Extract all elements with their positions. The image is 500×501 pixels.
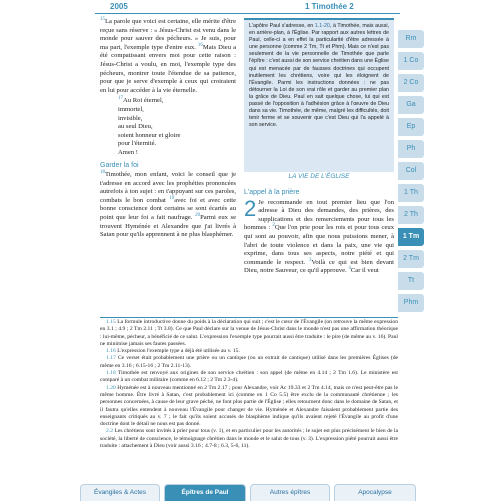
tab-2tm[interactable]: 2 Tm [398,250,424,268]
note-ref: 2.2 [106,428,113,435]
paragraph-1-15 [100,18,236,95]
note: 1.20 Hyménée est à nouveau mentionné en 2 Tm 2.17 ; pour Alexandre, voir Ac 19.33 et 2 Tm 4.14, mais ce n'est peut-être pas le même homme. Être livré à Satan, c'est probablement ici (comme en 1 Co 5.5) être exclu de la communauté chrétienne ; les personnes concernées, à cause de leur grave péché, ne font plus partie de l'Église ; elles retournent donc dans le domaine de Satan, et il fautra qu'elles entendent à nouveau l'Évangile pour changer de vie. Hyménée et Alexandre faisaient probablement partie des enseignants critiqués au v. 7 ; le fait qu'ils soient accusés de blasphème indique qu'ils avaient rejeté l'Évangile au profit d'une doctrine dont le détail ne nous est pas donné. [100,384,398,428]
verse-text: Car il veut [350,267,379,275]
paragraph-2-1 [244,195,395,276]
verse-text: Mais Dieu a été compatissant envers moi pour cette raison : Jésus-Christ a voulu, en moi, l'exemple type des pécheurs, montrer toute l'étendue de sa patience, pour que je serve d'exemple à ceux qui croiraient en lui pour accéder à la vie éternelle. [100,43,236,94]
note-ref: 1.16 [106,348,116,355]
note-ref: 1.17 [106,355,116,362]
tab-tt[interactable]: Tt [398,272,424,290]
note: 1.17 Ce verset était probablement une prière ou un cantique (ou un extrait de cantique) utilisé dans les premières Églises (de même en 3.16 ; 6.15-16 ; 2 Tm 2.11-13). [100,355,398,369]
verse-number: 2 [272,223,275,229]
poem-line: pour l'éternité. [118,140,157,148]
verse-text: avec foi et avec cette bonne conscience dont certains se sont écartés au point que leur foi a fait naufrage. [100,196,237,222]
note: 1.18 Timothée est renvoyé aux origines de son service chrétien : son appel (de même en 4.14 ; 2 Tm 1.6). Le ministère est comparé à un combat militaire (comme en 6.12 ; 2 Tm 2.3-4). [100,370,398,384]
verse-number: 20 [195,212,201,218]
paragraph-1-18 [100,171,236,240]
verse-number: 18 [100,169,105,175]
note-ref: 1.18 [106,370,116,377]
nav-tab-other-epistles[interactable]: Autres épîtres [250,484,330,501]
note: 1.16 L'expression l'exemple type a déjà été utilisée au v. 15. [106,348,240,355]
page-header [0,0,500,14]
intro-box-text: L'apôtre Paul s'adresse, en 1.1-20, à Timothée, mais aussi, en arrière-plan, à l'Église. Par rapport aux autres lettres de Paul, celle-ci a en effet la particularité d'être adressée à une personne (comme 2 Tm, Tt et Phm). Mais ce n'est pas seulement de la vie personnelle de Timothée que parle l'épître : c'est aussi de son service chrétien dans une Église qui est menacée par de fausses doctrines qui occupent inutilement les chrétiens, voire qui les éloignent de l'Évangile. Parmi les instructions données : ne pas détourner la Loi de son vrai rôle et garder au premier plan la grâce de Dieu. Paul en sait quelque chose, lui qui est passé de l'opposition à l'adhésion grâce à l'œuvre de Dieu dans sa vie. Timothée, de même, malgré les difficultés, doit tenir ferme et se souvenir que c'est Dieu qui l'a appelé à son service. [249,23,389,129]
note-ref: 1.15 [106,319,116,325]
verse-text: Voilà ce qui est bien devant Dieu, notre Sauveur, ce qu'il approuve. [244,258,394,275]
verse-text: Que l'on prie pour les rois et pour tous ceux qui sont au pouvoir, afin que nous puissions mener, à l'abri de toute violence et dans la paix, une vie qui exprime, dans tous ses aspects, notre piété et qui commande le respect. [244,224,395,266]
section-heading: Garder la foi [100,161,139,169]
tab-ph[interactable]: Ph [398,140,424,158]
tab-1th[interactable]: 1 Th [398,184,424,202]
note-ref: 1.20 [106,384,116,391]
header-rule [95,13,400,14]
tab-rm[interactable]: Rm [398,30,424,48]
nav-tab-gospels[interactable]: Évangiles & Actes [80,484,160,501]
verse-number: 17 [118,96,123,102]
verse-text: La parole que voici est certaine, elle mérite d'être reçue sans réserve : « Jésus-Christ est venu dans le monde pour sauver des pécheurs. » Je suis, pour ma part, l'exemple type d'entre eux. [100,18,236,51]
footnotes [100,319,398,450]
tab-1co[interactable]: 1 Co [398,52,424,70]
cross-reference-link[interactable]: 1.1-20 [314,23,330,29]
verse-text: Parmi eux se trouvent Hyménée et Alexandre que j'ai livrés à Satan pour qu'ils apprennent à ne plus blasphémer. [100,214,237,239]
intro-box [244,18,394,172]
running-title: 1 Timothée 2 [305,2,354,11]
tab-ep[interactable]: Ep [398,118,424,136]
nav-tab-apocalypse[interactable]: Apocalypse [334,484,416,501]
note: 1.15 La formule introductive donne du poids à la déclaration qui suit ; c'est le cœur de l'Évangile (on retrouve la même expression en 3.1 ; 4.9 ; 2 Tm 2.11 ; Tt 3.8). Ce que Paul déclare sur la venue de Jésus-Christ dans le monde n'est pas une affirmation théorique : lui-même, pécheur, a bénéficié de ce salut. L'expression l'exemple type pourrait aussi être traduite : le pire (de même au v. 16). Paul ne minimise jamais ses fautes passées. [100,319,398,347]
tab-ga[interactable]: Ga [398,96,424,114]
note: 2.2 Les chrétiens sont invités à prier pour tous (v. 1), et en particulier pour les autorités ; le sujet est plus précisément le bien de la société, la liberté de conscience, le témoignage chrétien dans le monde et le salut de tous (v. 3). L'expression piété pourrait aussi être traduite : attachement à Dieu (voir aussi 3.16 ; 4.7-8 ; 6.3, 5-6, 11). [100,428,398,450]
chapter-number: 2 [244,195,257,221]
section-title: LA VIE DE L'ÉGLISE [288,173,350,180]
tab-1tm[interactable]: 1 Tm [398,228,424,246]
verse-number: 19 [169,195,175,201]
doxology-poem [118,97,236,157]
poem-line: soient honneur et gloire [118,131,181,139]
section-heading: L'appel à la prière [244,189,300,196]
poem-line: immortel, [118,105,144,113]
book-tabs [398,30,424,316]
poem-line: Amen ! [118,148,138,156]
verse-number: 3 [308,257,312,263]
bottom-nav [80,484,420,500]
verse-text: Je recommande en tout premier lieu que l'on adresse à Dieu des demandes, des prières, des supplications et des remerciements pour tous les hommes : [244,198,394,232]
verse-number: 16 [197,42,203,48]
nav-tab-paul-epistles[interactable]: Épîtres de Paul [164,484,246,501]
verse-number: 15 [100,16,105,22]
tab-col[interactable]: Col [398,162,424,180]
tab-2co[interactable]: 2 Co [398,74,424,92]
poem-line: Au Roi éternel, [123,97,164,105]
tab-phm[interactable]: Phm [398,294,424,312]
page-number: 2005 [110,2,128,11]
right-column [244,185,394,276]
notes-rule [100,317,398,318]
poem-line: au seul Dieu, [118,123,153,131]
tab-2th[interactable]: 2 Th [398,206,424,224]
left-column [100,18,236,240]
verse-number: 4 [348,266,351,272]
verse-text: Timothée, mon enfant, voici le conseil que je t'adresse en accord avec les prophéties prononcées autrefois à ton sujet : en t'appuyant sur ces paroles, combats le bon combat [100,171,236,204]
poem-line: invisible, [118,114,143,122]
